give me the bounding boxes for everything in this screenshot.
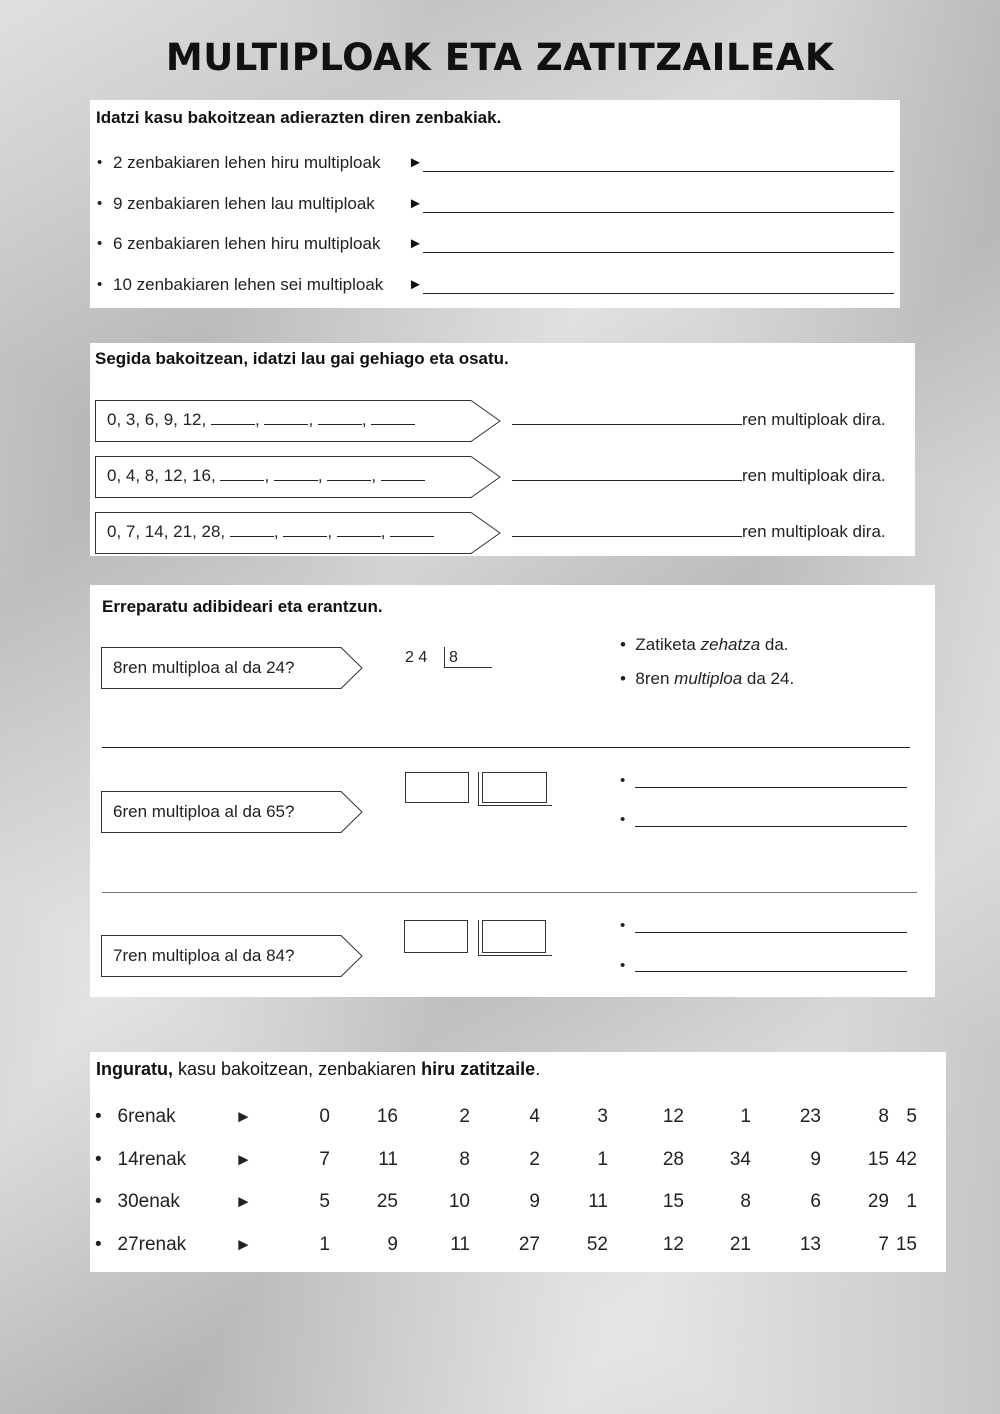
divisor-candidate[interactable]: 11: [450, 1234, 470, 1255]
divisor-row-label: • 27renak: [95, 1234, 187, 1255]
divisor-candidate[interactable]: 2: [459, 1106, 470, 1127]
blank-term[interactable]: [371, 412, 415, 425]
dividend-box-2[interactable]: [404, 920, 468, 953]
section-example-panel: [90, 585, 935, 997]
arrow-right-icon: ►: [235, 1107, 252, 1126]
example-answer-1: • Zatiketa zehatza da.: [620, 635, 789, 654]
divisor-candidate[interactable]: 1: [906, 1191, 917, 1212]
divisor-row-label: • 14renak: [95, 1149, 187, 1170]
arrow-right-icon: ►: [235, 1150, 252, 1169]
blank-term[interactable]: [230, 524, 274, 537]
sequence-answer-line-3[interactable]: [512, 536, 742, 537]
divisor-candidate[interactable]: 9: [529, 1191, 540, 1212]
divisor-candidate[interactable]: 0: [319, 1106, 330, 1127]
blank-term[interactable]: [274, 468, 318, 481]
divisor-candidate[interactable]: 5: [319, 1191, 330, 1212]
divisor-candidate[interactable]: 3: [597, 1106, 608, 1127]
divisor-row-label: • 6renak: [95, 1106, 176, 1127]
divisor-candidate[interactable]: 15: [662, 1191, 684, 1212]
divisor-candidate[interactable]: 8: [740, 1191, 751, 1212]
arrow-right-icon: ►: [408, 195, 423, 212]
bullet: •: [620, 772, 626, 789]
divisor-candidate[interactable]: 16: [376, 1106, 398, 1127]
divisor-candidate[interactable]: 2: [529, 1149, 540, 1170]
divisor-candidate[interactable]: 29: [867, 1191, 889, 1212]
divisor-candidate[interactable]: 13: [799, 1234, 821, 1255]
divisor-candidate[interactable]: 25: [376, 1191, 398, 1212]
divisor-row-2: [95, 1149, 935, 1175]
multiples-prompt-4: 10 zenbakiaren lehen sei multiploak: [113, 275, 384, 294]
question-text-1: 6ren multiploa al da 65?: [113, 802, 295, 821]
divisor-row-1: [95, 1106, 935, 1132]
divisor-candidate[interactable]: 15: [895, 1234, 917, 1255]
divisor-candidate[interactable]: 9: [810, 1149, 821, 1170]
section3-heading: Erreparatu adibideari eta erantzun.: [102, 597, 383, 616]
answer-line-4[interactable]: [423, 293, 894, 294]
arrow-right-icon: ►: [408, 276, 423, 293]
divisor-candidate[interactable]: 15: [867, 1149, 889, 1170]
bullet: •: [97, 154, 103, 171]
sequence-answer-line-1[interactable]: [512, 424, 742, 425]
divisor-candidate[interactable]: 12: [662, 1106, 684, 1127]
example-answer-2: • 8ren multiploa da 24.: [620, 669, 795, 688]
blank-term[interactable]: [264, 412, 308, 425]
divisor-candidate[interactable]: 23: [799, 1106, 821, 1127]
blank-term[interactable]: [283, 524, 327, 537]
divisor-box-2[interactable]: [482, 920, 546, 953]
sequence-suffix: ren multiploak dira.: [742, 522, 886, 541]
separator-line: [102, 747, 910, 748]
blank-term[interactable]: [318, 412, 362, 425]
blank-term[interactable]: [327, 468, 371, 481]
sequence-box-2: [95, 456, 500, 496]
blank-term[interactable]: [337, 524, 381, 537]
divisor-candidate[interactable]: 7: [319, 1149, 330, 1170]
multiples-prompt-3: 6 zenbakiaren lehen hiru multiploak: [113, 234, 381, 253]
blank-term[interactable]: [390, 524, 434, 537]
divisor-box-1[interactable]: [482, 772, 547, 803]
blank-term[interactable]: [381, 468, 425, 481]
page-title: MULTIPLOAK ETA ZATITZAILEAK: [165, 36, 835, 79]
divisor-row-label: • 30enak: [95, 1191, 180, 1212]
multiples-prompt-1: 2 zenbakiaren lehen hiru multiploak: [113, 153, 381, 172]
arrow-right-icon: ►: [235, 1192, 252, 1211]
divisor-candidate[interactable]: 1: [740, 1106, 751, 1127]
question-box-1: [101, 791, 363, 833]
sequence-text: 0, 3, 6, 9, 12, , , ,: [107, 410, 415, 430]
sequence-suffix: ren multiploak dira.: [742, 410, 886, 429]
divisor-candidate[interactable]: 5: [906, 1106, 917, 1127]
divisor-candidate[interactable]: 9: [387, 1234, 398, 1255]
answer-line-1[interactable]: [423, 171, 894, 172]
blank-term[interactable]: [211, 412, 255, 425]
arrow-right-icon: ►: [235, 1235, 252, 1254]
divisor-candidate[interactable]: 28: [662, 1149, 684, 1170]
answer-line[interactable]: [635, 932, 907, 933]
divisor-candidate[interactable]: 34: [729, 1149, 751, 1170]
bullet: •: [97, 195, 103, 212]
divisor-candidate[interactable]: 7: [878, 1234, 889, 1255]
dividend-box-1[interactable]: [405, 772, 469, 803]
sequence-answer-line-2[interactable]: [512, 480, 742, 481]
answer-line[interactable]: [635, 971, 907, 972]
divisor-candidate[interactable]: 8: [459, 1149, 470, 1170]
section-multiples-panel: [90, 100, 900, 308]
bullet: •: [620, 811, 626, 828]
answer-line-2[interactable]: [423, 212, 894, 213]
divisor-candidate[interactable]: 1: [319, 1234, 330, 1255]
answer-line[interactable]: [635, 787, 907, 788]
bullet: •: [620, 957, 626, 974]
separator-line: [102, 892, 917, 893]
answer-line[interactable]: [635, 826, 907, 827]
sequence-box-3: [95, 512, 500, 552]
divisor-candidate[interactable]: 12: [662, 1234, 684, 1255]
blank-term[interactable]: [220, 468, 264, 481]
divisor-candidate[interactable]: 11: [588, 1191, 608, 1212]
bullet: •: [620, 917, 626, 934]
section4-heading: Inguratu, kasu bakoitzean, zenbakiaren hiru zatitzaile.: [96, 1059, 541, 1079]
sequence-text: 0, 4, 8, 12, 16, , , ,: [107, 466, 425, 486]
example-question-text: 8ren multiploa al da 24?: [113, 658, 295, 677]
arrow-right-icon: ►: [408, 154, 423, 171]
divisor-candidate[interactable]: 11: [378, 1149, 398, 1170]
divisor-candidate[interactable]: 21: [729, 1234, 751, 1255]
example-dividend: 2 4: [405, 649, 428, 666]
divisor-candidate[interactable]: 52: [586, 1234, 608, 1255]
divisor-candidate[interactable]: 42: [895, 1149, 917, 1170]
divisor-row-4: [95, 1234, 935, 1260]
divisor-candidate[interactable]: 8: [878, 1106, 889, 1127]
divisor-candidate[interactable]: 4: [529, 1106, 540, 1127]
example-divisor: 8: [449, 649, 458, 666]
bullet: •: [97, 276, 103, 293]
section1-heading: Idatzi kasu bakoitzean adierazten diren zenbakiak.: [96, 108, 502, 127]
sequence-suffix: ren multiploak dira.: [742, 466, 886, 485]
bullet: •: [97, 235, 103, 252]
divisor-candidate[interactable]: 6: [810, 1191, 821, 1212]
section-sequence-panel: [90, 343, 915, 556]
answer-line-3[interactable]: [423, 252, 894, 253]
example-question-box: [101, 647, 363, 689]
divisor-candidate[interactable]: 10: [448, 1191, 470, 1212]
multiples-prompt-2: 9 zenbakiaren lehen lau multiploak: [113, 194, 375, 213]
question-box-2: [101, 935, 363, 977]
arrow-right-icon: ►: [408, 235, 423, 252]
section2-heading: Segida bakoitzean, idatzi lau gai gehiago eta osatu.: [95, 349, 509, 368]
divisor-row-3: [95, 1191, 935, 1217]
divisor-candidate[interactable]: 27: [518, 1234, 540, 1255]
question-text-2: 7ren multiploa al da 84?: [113, 946, 295, 965]
divisor-candidate[interactable]: 1: [597, 1149, 608, 1170]
sequence-box-1: [95, 400, 500, 440]
sequence-text: 0, 7, 14, 21, 28, , , ,: [107, 522, 434, 542]
